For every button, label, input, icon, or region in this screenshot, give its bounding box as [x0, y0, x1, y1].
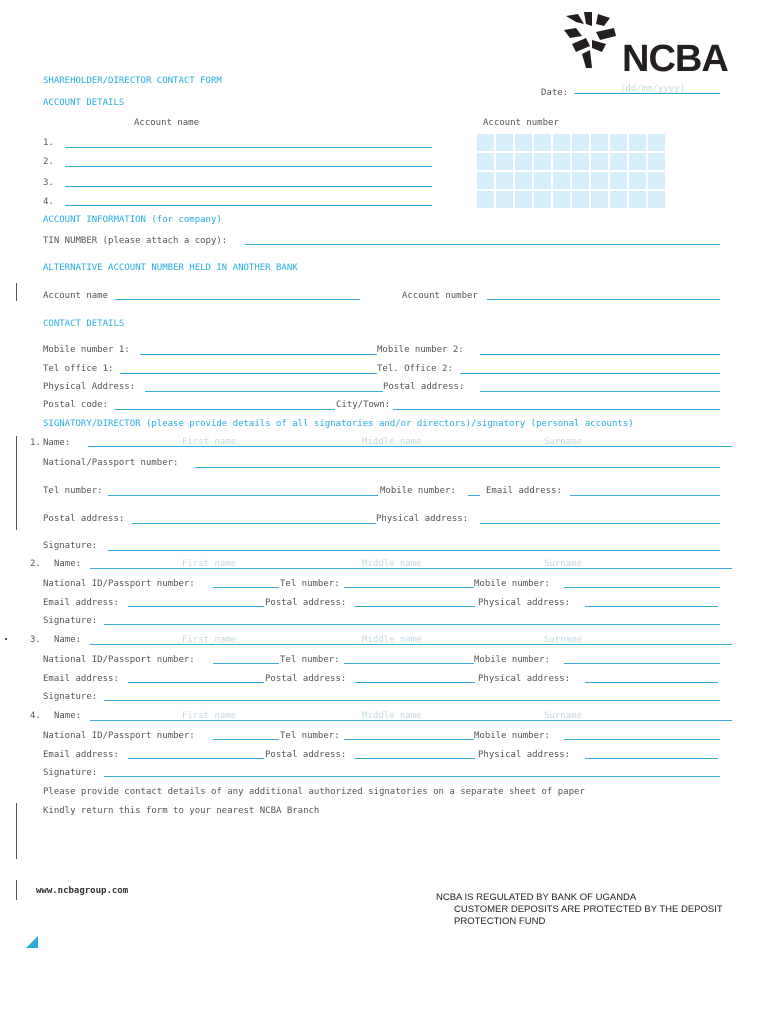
- tel2-label: Tel. Office 2:: [377, 364, 453, 374]
- account-number-cell[interactable]: [477, 191, 494, 208]
- account-number-cell[interactable]: [534, 191, 551, 208]
- account-name-field-4[interactable]: [65, 205, 432, 206]
- signatory-4-physical-field[interactable]: [585, 758, 718, 759]
- signatory-1-email-field[interactable]: [570, 495, 720, 496]
- signatory-2-tel-field[interactable]: [344, 587, 474, 588]
- tin-label: TIN NUMBER (please attach a copy):: [43, 236, 228, 246]
- account-number-cell[interactable]: [496, 153, 513, 170]
- account-number-cell[interactable]: [534, 172, 551, 189]
- signatory-3-name-label: Name:: [54, 635, 82, 645]
- signatory-3-number: 3.: [30, 635, 41, 645]
- signatory-4-mobile-label: Mobile number:: [474, 731, 550, 741]
- contact-details-heading: CONTACT DETAILS: [43, 319, 125, 329]
- signatory-2-email-label: Email address:: [43, 598, 119, 608]
- signatory-1-mobile-field[interactable]: [468, 495, 480, 496]
- account-number-cell[interactable]: [610, 172, 627, 189]
- postal-address-field[interactable]: [480, 391, 720, 392]
- signatory-4-national-field[interactable]: [213, 739, 279, 740]
- signatory-1-physical-label: Physical address:: [376, 514, 469, 524]
- signatory-1-tel-field[interactable]: [108, 495, 378, 496]
- alt-account-number-field[interactable]: [487, 299, 720, 300]
- signatory-3-mobile-label: Mobile number:: [474, 655, 550, 665]
- account-number-cell[interactable]: [515, 172, 532, 189]
- account-number-cell[interactable]: [572, 191, 589, 208]
- signatory-4-postal-label: Postal address:: [265, 750, 347, 760]
- first-name-hint: First name: [182, 711, 237, 721]
- account-number-cell[interactable]: [591, 134, 608, 151]
- signatory-2-national-field[interactable]: [213, 587, 279, 588]
- account-number-cell[interactable]: [591, 191, 608, 208]
- alternative-account-heading: ALTERNATIVE ACCOUNT NUMBER HELD IN ANOTHER BANK: [43, 263, 298, 273]
- tel1-field[interactable]: [120, 373, 377, 374]
- account-number-cell[interactable]: [553, 134, 570, 151]
- signatory-1-national-field[interactable]: [195, 467, 720, 468]
- account-details-heading: ACCOUNT DETAILS: [43, 98, 125, 108]
- signatory-2-name-label: Name:: [54, 559, 82, 569]
- signatory-4-tel-field[interactable]: [344, 739, 474, 740]
- city-field[interactable]: [393, 409, 720, 410]
- account-number-cell[interactable]: [610, 153, 627, 170]
- signatory-4-postal-field[interactable]: [355, 758, 475, 759]
- margin-bar: [16, 436, 17, 530]
- postal-code-label: Postal code:: [43, 400, 109, 410]
- account-row-label: 3.: [43, 178, 54, 188]
- account-number-cell[interactable]: [591, 172, 608, 189]
- middle-name-hint: Middle name: [362, 559, 422, 569]
- signatory-1-signature-field[interactable]: [108, 550, 720, 551]
- signatory-3-email-label: Email address:: [43, 674, 119, 684]
- website: www.ncbagroup.com: [36, 886, 129, 896]
- signatory-4-number: 4.: [30, 711, 41, 721]
- signatory-4-national-label: National ID/Passport number:: [43, 731, 195, 741]
- account-number-cell[interactable]: [477, 153, 494, 170]
- corner-mark-icon: [26, 936, 38, 948]
- signatory-3-email-field[interactable]: [128, 682, 264, 683]
- form-title: SHAREHOLDER/DIRECTOR CONTACT FORM: [43, 76, 222, 86]
- signatory-3-postal-label: Postal address:: [265, 674, 347, 684]
- signatory-4-tel-label: Tel number:: [280, 731, 340, 741]
- signatory-3-tel-field[interactable]: [344, 663, 474, 664]
- signatory-3-signature-field[interactable]: [104, 700, 720, 701]
- signatory-1-email-label: Email address:: [486, 486, 562, 496]
- signatory-1-number: 1.: [30, 438, 41, 448]
- account-number-cell[interactable]: [648, 172, 665, 189]
- signatory-1-physical-field[interactable]: [480, 523, 720, 524]
- surname-hint: Surname: [544, 559, 582, 569]
- date-placeholder: (dd/mm/yyyy): [620, 84, 686, 94]
- margin-bar: [16, 283, 17, 301]
- signatory-2-physical-field[interactable]: [585, 606, 718, 607]
- return-form-note: Kindly return this form to your nearest NCBA Branch: [43, 806, 320, 816]
- account-number-cell[interactable]: [648, 191, 665, 208]
- signatory-2-mobile-field[interactable]: [564, 587, 720, 588]
- signatory-2-email-field[interactable]: [128, 606, 264, 607]
- margin-bar: [16, 803, 17, 859]
- account-number-grid[interactable]: [477, 134, 665, 208]
- first-name-hint: First name: [182, 635, 237, 645]
- account-number-cell[interactable]: [553, 153, 570, 170]
- signatory-4-name-label: Name:: [54, 711, 82, 721]
- middle-name-hint: Middle name: [362, 437, 422, 447]
- account-number-cell[interactable]: [553, 172, 570, 189]
- signatory-2-physical-label: Physical address:: [478, 598, 571, 608]
- signatory-2-postal-field[interactable]: [355, 606, 475, 607]
- account-number-cell[interactable]: [629, 134, 646, 151]
- account-number-cell[interactable]: [477, 134, 494, 151]
- account-number-cell[interactable]: [572, 153, 589, 170]
- signatory-1-name-label: Name:: [43, 438, 71, 448]
- first-name-hint: First name: [182, 559, 237, 569]
- signatory-2-postal-label: Postal address:: [265, 598, 347, 608]
- account-number-cell[interactable]: [534, 153, 551, 170]
- account-number-cell[interactable]: [648, 153, 665, 170]
- signatory-2-mobile-label: Mobile number:: [474, 579, 550, 589]
- account-number-cell[interactable]: [515, 134, 532, 151]
- account-number-cell[interactable]: [496, 172, 513, 189]
- city-label: City/Town:: [336, 400, 391, 410]
- account-number-cell[interactable]: [553, 191, 570, 208]
- alt-account-number-label: Account number: [402, 291, 478, 301]
- signatory-4-signature-label: Signature:: [43, 768, 98, 778]
- account-number-cell[interactable]: [610, 134, 627, 151]
- account-number-cell[interactable]: [496, 134, 513, 151]
- signatory-2-signature-field[interactable]: [104, 624, 720, 625]
- account-name-field-3[interactable]: [65, 186, 432, 187]
- account-name-header: Account name: [134, 118, 200, 128]
- account-row-label: 1.: [43, 138, 54, 148]
- account-number-cell[interactable]: [515, 153, 532, 170]
- signatory-2-number: 2.: [30, 559, 41, 569]
- account-information-heading: ACCOUNT INFORMATION (for company): [43, 215, 222, 225]
- brand-name: NCBA: [622, 38, 728, 80]
- account-row-label: 2.: [43, 157, 54, 167]
- signatory-2-signature-label: Signature:: [43, 616, 98, 626]
- account-number-cell[interactable]: [591, 153, 608, 170]
- account-row-label: 4.: [43, 197, 54, 207]
- signatory-1-national-label: National/Passport number:: [43, 458, 179, 468]
- signatory-2-national-label: National ID/Passport number:: [43, 579, 195, 589]
- alt-account-name-field[interactable]: [115, 299, 360, 300]
- signatory-2-tel-label: Tel number:: [280, 579, 340, 589]
- account-number-cell[interactable]: [496, 191, 513, 208]
- signatory-3-physical-label: Physical address:: [478, 674, 571, 684]
- middle-name-hint: Middle name: [362, 711, 422, 721]
- signatory-heading: SIGNATORY/DIRECTOR (please provide details of all signatories and/or directors)/signatory (personal accounts): [43, 419, 634, 429]
- tel2-field[interactable]: [460, 373, 720, 374]
- signatory-3-national-label: National ID/Passport number:: [43, 655, 195, 665]
- signatory-4-email-field[interactable]: [128, 758, 264, 759]
- signatory-3-tel-label: Tel number:: [280, 655, 340, 665]
- account-number-cell[interactable]: [610, 191, 627, 208]
- signatory-3-postal-field[interactable]: [355, 682, 475, 683]
- account-number-cell[interactable]: [572, 134, 589, 151]
- ncba-leaf-icon: [562, 10, 620, 70]
- signatory-1-postal-label: Postal address:: [43, 514, 125, 524]
- signatory-1-signature-label: Signature:: [43, 541, 98, 551]
- account-number-cell[interactable]: [629, 153, 646, 170]
- signatory-1-mobile-label: Mobile number:: [380, 486, 456, 496]
- regulation-line-3: PROTECTION FUND: [454, 916, 546, 927]
- signatory-3-physical-field[interactable]: [585, 682, 718, 683]
- postal-address-label: Postal address:: [383, 382, 465, 392]
- margin-dot: [5, 638, 7, 640]
- mobile1-field[interactable]: [140, 354, 377, 355]
- tel1-label: Tel office 1:: [43, 364, 114, 374]
- signatory-1-postal-field[interactable]: [132, 523, 376, 524]
- surname-hint: Surname: [544, 711, 582, 721]
- signatory-4-physical-label: Physical address:: [478, 750, 571, 760]
- regulation-line-1: NCBA IS REGULATED BY BANK OF UGANDA: [436, 892, 637, 903]
- alt-account-name-label: Account name: [43, 291, 109, 301]
- signatory-4-mobile-field[interactable]: [564, 739, 720, 740]
- signatory-1-tel-label: Tel number:: [43, 486, 103, 496]
- account-number-header: Account number: [483, 118, 559, 128]
- account-number-cell[interactable]: [534, 134, 551, 151]
- margin-bar: [16, 880, 17, 900]
- signatory-3-national-field[interactable]: [213, 663, 279, 664]
- physical-address-label: Physical Address:: [43, 382, 136, 392]
- account-number-cell[interactable]: [629, 172, 646, 189]
- mobile2-field[interactable]: [480, 354, 720, 355]
- account-number-cell[interactable]: [648, 134, 665, 151]
- account-number-cell[interactable]: [477, 172, 494, 189]
- surname-hint: Surname: [544, 437, 582, 447]
- surname-hint: Surname: [544, 635, 582, 645]
- signatory-4-email-label: Email address:: [43, 750, 119, 760]
- physical-address-field[interactable]: [145, 391, 383, 392]
- signatory-4-signature-field[interactable]: [104, 776, 720, 777]
- additional-signatories-note: Please provide contact details of any additional authorized signatories on a separate sheet of paper: [43, 787, 585, 797]
- signatory-3-signature-label: Signature:: [43, 692, 98, 702]
- postal-code-field[interactable]: [115, 409, 335, 410]
- account-name-field-1[interactable]: [65, 147, 432, 148]
- account-number-cell[interactable]: [515, 191, 532, 208]
- account-number-cell[interactable]: [572, 172, 589, 189]
- signatory-3-mobile-field[interactable]: [564, 663, 720, 664]
- mobile1-label: Mobile number 1:: [43, 345, 130, 355]
- middle-name-hint: Middle name: [362, 635, 422, 645]
- account-number-cell[interactable]: [629, 191, 646, 208]
- first-name-hint: First name: [182, 437, 237, 447]
- date-label: Date:: [541, 88, 569, 98]
- tin-field[interactable]: [245, 244, 720, 245]
- regulation-line-2: CUSTOMER DEPOSITS ARE PROTECTED BY THE DEPOSIT: [454, 904, 723, 915]
- account-name-field-2[interactable]: [65, 166, 432, 167]
- mobile2-label: Mobile number 2:: [377, 345, 464, 355]
